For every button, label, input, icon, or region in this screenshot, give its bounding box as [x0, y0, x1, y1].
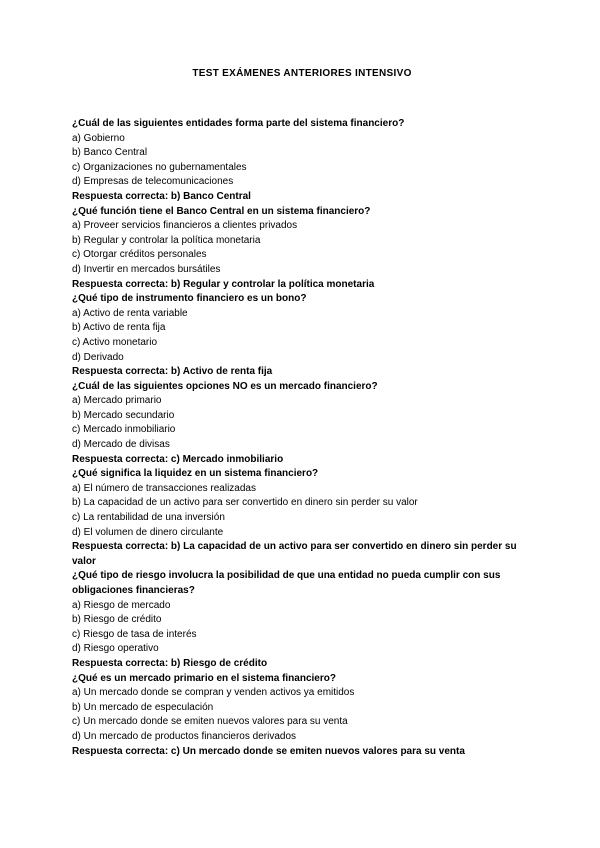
option-c: c) Mercado inmobiliario	[72, 424, 176, 436]
question-block-5	[72, 467, 532, 569]
correct-answer: Respuesta correcta: b) Regular y controlar la política monetaria	[72, 278, 375, 290]
option-b: b) Mercado secundario	[72, 409, 175, 421]
option-d: d) Un mercado de productos financieros derivados	[72, 730, 297, 742]
option-a: a) Gobierno	[72, 132, 125, 144]
correct-answer: Respuesta correcta: b) Banco Central	[72, 190, 251, 202]
question-text: ¿Qué significa la liquidez en un sistema financiero?	[72, 468, 319, 480]
question-text: ¿Qué es un mercado primario en el sistema financiero?	[72, 672, 336, 684]
correct-answer: Respuesta correcta: b) La capacidad de un activo para ser convertido en dinero sin perder su valor	[72, 541, 517, 567]
document-title: TEST EXÁMENES ANTERIORES INTENSIVO	[192, 68, 412, 79]
option-d: d) Mercado de divisas	[72, 439, 170, 451]
question-block-6	[72, 569, 532, 671]
option-d: d) Derivado	[72, 351, 124, 363]
option-d: d) El volumen de dinero circulante	[72, 526, 224, 538]
correct-answer: Respuesta correcta: b) Riesgo de crédito	[72, 657, 268, 669]
option-b: b) La capacidad de un activo para ser convertido en dinero sin perder su valor	[72, 497, 418, 509]
option-b: b) Banco Central	[72, 147, 148, 159]
question-text: ¿Cuál de las siguientes opciones NO es un mercado financiero?	[72, 380, 378, 392]
question-block-1	[72, 117, 532, 205]
correct-answer: Respuesta correcta: c) Mercado inmobiliario	[72, 453, 284, 465]
option-a: a) Proveer servicios financieros a clientes privados	[72, 220, 298, 232]
question-text: ¿Cuál de las siguientes entidades forma parte del sistema financiero?	[72, 118, 405, 129]
question-text: ¿Qué tipo de riesgo involucra la posibilidad de que una entidad no pueda cumplir con sus obligaciones financieras?	[72, 570, 501, 596]
option-b: b) Activo de renta fija	[72, 322, 166, 334]
option-a: a) Riesgo de mercado	[72, 599, 171, 611]
question-block-7	[72, 672, 532, 760]
question-block-4	[72, 380, 532, 468]
option-b: b) Riesgo de crédito	[72, 614, 162, 626]
question-block-3	[72, 292, 532, 380]
option-c: c) Un mercado donde se emiten nuevos valores para su venta	[72, 716, 348, 728]
option-c: c) Activo monetario	[72, 336, 158, 348]
document-page	[72, 66, 532, 759]
correct-answer: Respuesta correcta: c) Un mercado donde se emiten nuevos valores para su venta	[72, 745, 465, 757]
option-a: a) Un mercado donde se compran y venden activos ya emitidos	[72, 687, 355, 699]
option-c: c) Organizaciones no gubernamentales	[72, 161, 247, 173]
option-b: b) Regular y controlar la política monetaria	[72, 234, 261, 246]
option-b: b) Un mercado de especulación	[72, 701, 214, 713]
option-d: d) Riesgo operativo	[72, 643, 159, 655]
option-c: c) La rentabilidad de una inversión	[72, 512, 225, 524]
option-a: a) Activo de renta variable	[72, 307, 188, 319]
option-a: a) El número de transacciones realizadas	[72, 482, 256, 494]
option-d: d) Empresas de telecomunicaciones	[72, 176, 234, 188]
question-text: ¿Qué función tiene el Banco Central en un sistema financiero?	[72, 205, 371, 217]
option-c: c) Riesgo de tasa de interés	[72, 628, 197, 640]
option-d: d) Invertir en mercados bursátiles	[72, 263, 221, 275]
correct-answer: Respuesta correcta: b) Activo de renta fija	[72, 366, 273, 378]
question-text: ¿Qué tipo de instrumento financiero es un bono?	[72, 293, 307, 305]
question-block-2	[72, 205, 532, 293]
option-c: c) Otorgar créditos personales	[72, 249, 207, 261]
option-a: a) Mercado primario	[72, 395, 162, 407]
